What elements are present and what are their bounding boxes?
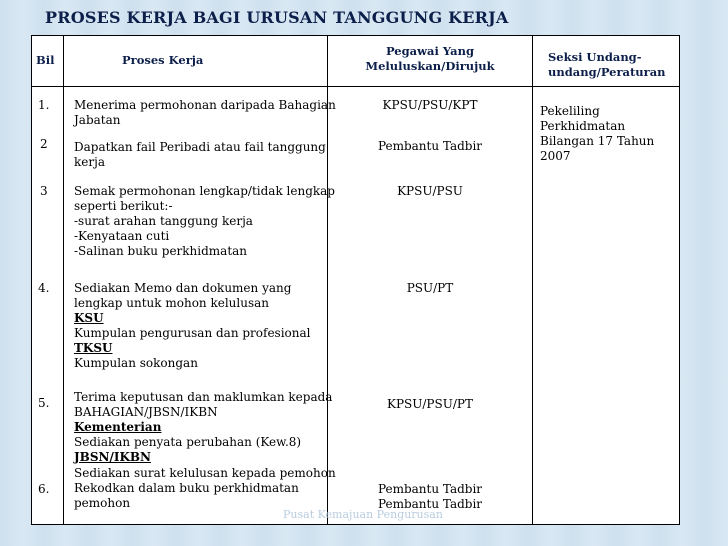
- row-1-line: Jabatan: [74, 113, 121, 127]
- row-3-pegawai: KPSU/PSU: [397, 184, 463, 198]
- header-pegawai-line2: Meluluskan/Dirujuk: [365, 59, 495, 73]
- header-pegawai: [328, 44, 532, 74]
- row-6-line: Rekodkan dalam buku perkhidmatan: [74, 481, 299, 495]
- seksi-line: Perkhidmatan: [540, 119, 626, 133]
- row-1-proses: [74, 98, 336, 128]
- row-3-bil: 3: [40, 184, 48, 198]
- slide-title: PROSES KERJA BAGI URUSAN TANGGUNG KERJA: [45, 8, 509, 27]
- header-bil: Bil: [36, 53, 55, 67]
- row-3-proses: [74, 184, 335, 259]
- row-6-bil: 6.: [38, 482, 50, 496]
- row-4-heading-ksu: KSU: [74, 311, 104, 325]
- row-4-line: Kumpulan pengurusan dan profesional: [74, 326, 311, 340]
- row-5-bil: 5.: [38, 396, 50, 410]
- row-5-heading-jbsn: JBSN/IKBN: [74, 450, 151, 464]
- row-6-line: Sediakan surat kelulusan kepada pemohon: [74, 466, 336, 480]
- row-2-proses: [74, 140, 326, 170]
- row-4-bil: 4.: [38, 281, 50, 295]
- row-6-line: pemohon: [74, 496, 131, 510]
- column-divider: [532, 36, 533, 524]
- row-5-pegawai: KPSU/PSU/PT: [387, 397, 473, 411]
- row-3-line: Semak permohonan lengkap/tidak lengkap: [74, 184, 335, 198]
- seksi-line: 2007: [540, 149, 571, 163]
- row-2-pegawai: Pembantu Tadbir: [377, 139, 483, 153]
- row-2-line: kerja: [74, 155, 105, 169]
- row-3-line: -surat arahan tanggung kerja: [74, 214, 253, 228]
- row-5-proses: [74, 390, 332, 465]
- seksi-line: Pekeliling: [540, 104, 600, 118]
- row-5-heading-kementerian: Kementerian: [74, 420, 162, 434]
- header-seksi-line1: Seksi Undang-: [548, 50, 642, 64]
- row-2-bil: 2: [40, 137, 48, 151]
- seksi-line: Bilangan 17 Tahun: [540, 134, 655, 148]
- header-proses-kerja: Proses Kerja: [122, 53, 204, 67]
- row-1-line: Menerima permohonan daripada Bahagian: [74, 98, 336, 112]
- seksi-reference: [540, 104, 654, 164]
- row-6-pegawai-line: Pembantu Tadbir: [377, 482, 483, 496]
- row-4-pegawai: PSU/PT: [406, 281, 454, 295]
- row-4-proses: [74, 281, 311, 371]
- row-5-line: BAHAGIAN/JBSN/IKBN: [74, 405, 218, 419]
- header-seksi: [548, 50, 666, 80]
- row-5-line: Terima keputusan dan maklumkan kepada: [74, 390, 333, 404]
- header-seksi-line2: undang/Peraturan: [548, 65, 666, 79]
- row-4-line: Kumpulan sokongan: [74, 356, 198, 370]
- row-6-proses: [74, 466, 336, 511]
- row-4-heading-tksu: TKSU: [74, 341, 113, 355]
- row-1-pegawai: KPSU/PSU/KPT: [382, 98, 478, 112]
- process-table: [31, 35, 680, 525]
- row-3-line: -Salinan buku perkhidmatan: [74, 244, 248, 258]
- row-2-line: Dapatkan fail Peribadi atau fail tanggung: [74, 140, 326, 154]
- row-3-line: -Kenyataan cuti: [74, 229, 170, 243]
- row-5-line: Sediakan penyata perubahan (Kew.8): [74, 435, 302, 449]
- header-pegawai-line1: Pegawai Yang: [385, 44, 475, 58]
- row-4-line: lengkap untuk mohon kelulusan: [74, 296, 270, 310]
- header-divider: [32, 86, 679, 87]
- row-3-line: seperti berikut:-: [74, 199, 173, 213]
- row-4-line: Sediakan Memo dan dokumen yang: [74, 281, 292, 295]
- row-6-pegawai-line: Pembantu Tadbir: [377, 497, 483, 511]
- footer-watermark: Pusat Kemajuan Pengurusan: [283, 508, 443, 521]
- row-1-bil: 1.: [38, 98, 50, 112]
- column-divider: [63, 36, 64, 524]
